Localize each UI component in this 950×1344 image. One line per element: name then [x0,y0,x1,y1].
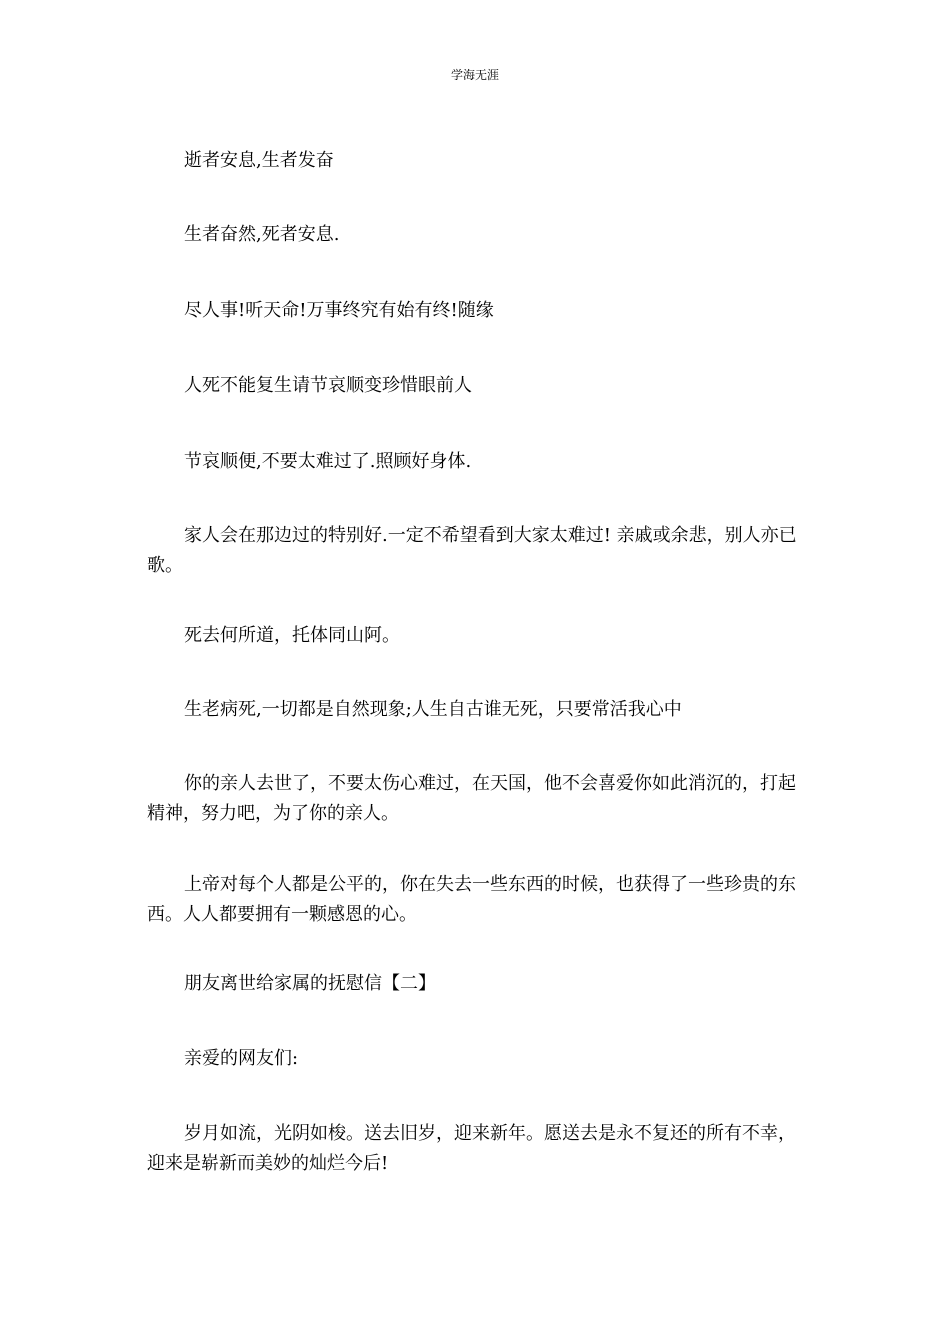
paragraph: 死去何所道，托体同山阿。 [184,625,400,646]
salutation: 亲爱的网友们: [184,1048,299,1069]
paragraph: 生者奋然,死者安息. [184,224,340,245]
page-header: 学海无涯 [450,68,499,82]
paragraph: 上帝对每个人都是公平的，你在失去一些东西的时候，也获得了一些珍贵的东西。人人都要拥有一颗感恩的心。 [147,874,796,925]
paragraph: 家人会在那边过的特别好.一定不希望看到大家太难过! 亲戚或余悲，别人亦已歌。 [147,525,797,576]
paragraph: 尽人事!听天命!万事终究有始有终!随缘 [184,300,494,321]
paragraph: 人死不能复生请节哀顺变珍惜眼前人 [184,375,472,396]
paragraph: 岁月如流，光阴如梭。送去旧岁，迎来新年。愿送去是永不复还的所有不幸，迎来是崭新而美妙的灿烂今后! [147,1123,796,1174]
paragraph: 生老病死,一切都是自然现象;人生自古谁无死，只要常活我心中 [184,699,682,720]
paragraph: 逝者安息,生者发奋 [184,150,334,171]
paragraph: 节哀顺便,不要太难过了.照顾好身体. [184,451,472,472]
paragraph: 你的亲人去世了，不要太伤心难过，在天国，他不会喜爱你如此消沉的，打起精神，努力吧，为了你的亲人。 [147,773,796,824]
section-heading: 朋友离世给家属的抚慰信【二】 [184,973,436,994]
